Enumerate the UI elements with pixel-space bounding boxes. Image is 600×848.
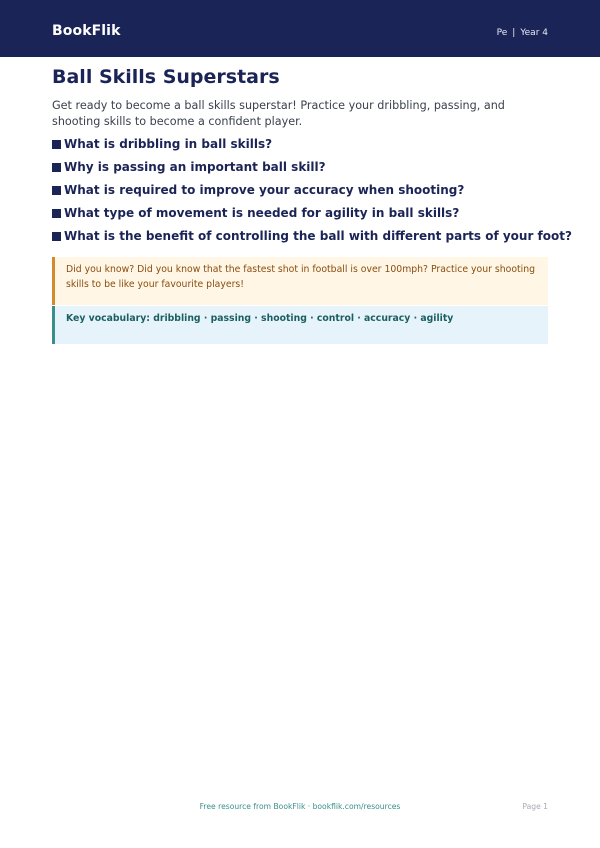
fact-text: Did you know? Did you know that the fastest shot in football is over 100mph? Practice your shooting skills to be like your favourite players!	[66, 264, 536, 290]
square-bullet-icon	[52, 140, 61, 149]
square-bullet-icon	[52, 163, 61, 172]
question-list	[52, 135, 572, 250]
brand-logo-text: BookFlik	[52, 23, 121, 39]
question-text: What type of movement is needed for agility in ball skills?	[64, 206, 460, 220]
question-item	[52, 181, 572, 204]
year-label: Year 4	[520, 28, 548, 38]
question-text: What is the benefit of controlling the ball with different parts of your foot?	[64, 229, 572, 243]
square-bullet-icon	[52, 209, 61, 218]
question-item	[52, 204, 572, 227]
page-number: Page 1	[522, 802, 548, 811]
question-item	[52, 158, 572, 181]
vocab-text: Key vocabulary: dribbling · passing · shooting · control · accuracy · agility	[66, 313, 454, 324]
subject-label: Pe	[496, 28, 508, 38]
page-title: Ball Skills Superstars	[52, 66, 280, 88]
question-item	[52, 135, 572, 158]
square-bullet-icon	[52, 186, 61, 195]
question-text: What is dribbling in ball skills?	[64, 137, 273, 151]
did-you-know-box	[52, 257, 548, 305]
page-header	[0, 0, 600, 57]
meta-separator: |	[512, 28, 516, 38]
question-item	[52, 227, 572, 250]
subject-year-label	[497, 27, 548, 39]
square-bullet-icon	[52, 232, 61, 241]
intro-paragraph: Get ready to become a ball skills superstar! Practice your dribbling, passing, and shooting skills to become a confident player.	[52, 99, 505, 128]
question-text: What is required to improve your accuracy when shooting?	[64, 183, 465, 197]
footer-link[interactable]: Free resource from BookFlik · bookflik.com/resources	[199, 802, 401, 811]
question-text: Why is passing an important ball skill?	[64, 160, 326, 174]
key-vocabulary-box	[52, 306, 548, 344]
